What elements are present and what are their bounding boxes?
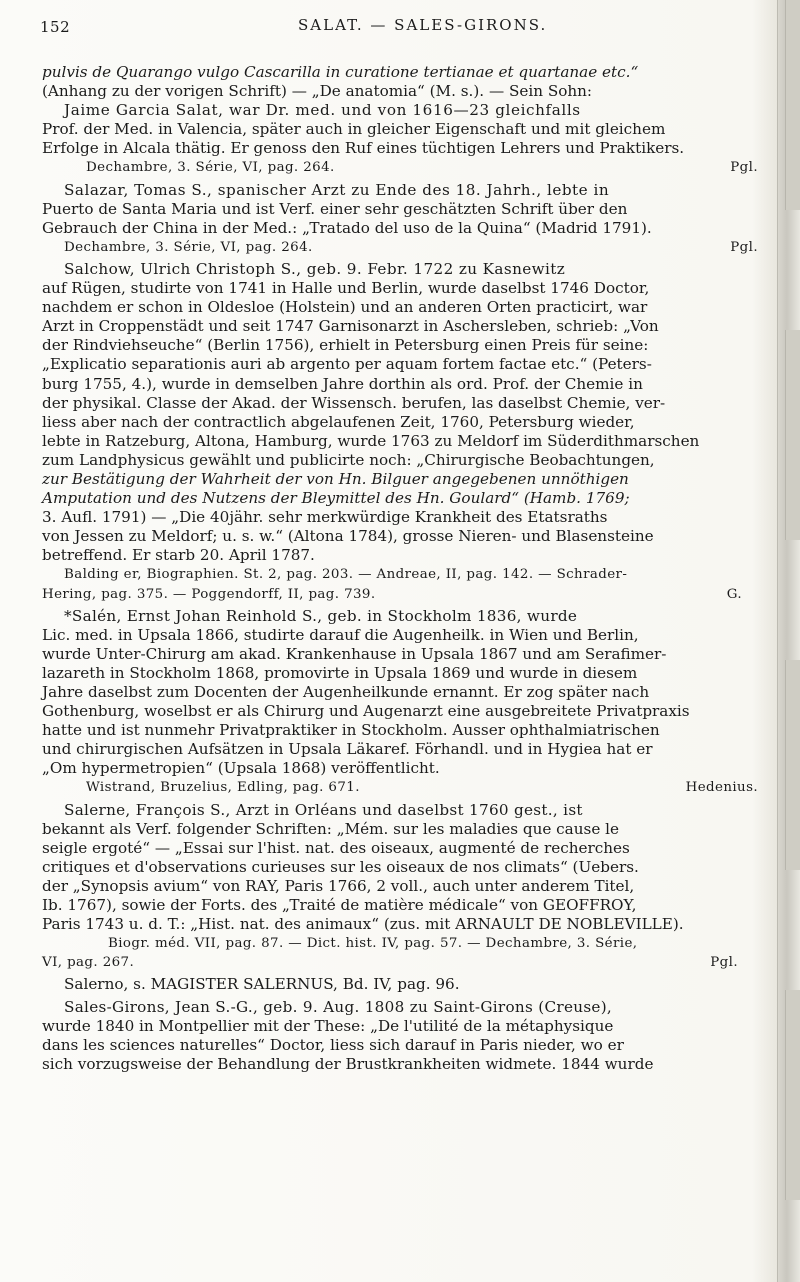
text-line: Puerto de Santa Maria und ist Verf. einer sehr geschätzten Schrift über den (42, 199, 628, 218)
entry-salazar (42, 181, 758, 257)
reference-text: Biogr. méd. VII, pag. 87. — Dict. hist. IV, pag. 57. — Dechambre, 3. Série, (108, 936, 638, 952)
text-line: Ib. 1767), sowie der Forts. des „Traité de matière médicale“ von GEOFFROY, (42, 896, 637, 915)
author-signature: G. (726, 586, 742, 602)
text-line: zum Landphysicus gewählt und publicirte noch: „Chirurgische Beobachtungen, (42, 450, 655, 469)
entry-salerno (42, 975, 758, 994)
entry-heading-line: Salazar, Tomas S., spanischer Arzt zu Ende des 18. Jahrh., lebte in (64, 180, 610, 199)
text-line: seigle ergoté“ — „Essai sur l'hist. nat. des oiseaux, augmenté de recherches (42, 838, 630, 857)
text-line: wurde Unter-Chirurg am akad. Krankenhause in Upsala 1867 und am Serafimer- (42, 644, 667, 663)
binding-tab (785, 0, 800, 210)
entry-salat (42, 63, 758, 178)
reference-text: Balding er, Biographien. St. 2, pag. 203. — Andreae, II, pag. 142. — Schrader- (64, 567, 628, 583)
author-signature: Pgl. (730, 239, 758, 255)
text-line: Erfolge in Alcala thätig. Er genoss den Ruf eines tüchtigen Lehrers und Praktikers. (42, 139, 685, 158)
page-number: 152 (40, 18, 71, 36)
text-line: der physikal. Classe der Akad. der Wissensch. berufen, las daselbst Chemie, ver- (42, 393, 666, 412)
text-line: Arzt in Croppenstädt und seit 1747 Garnisonarzt in Aschersleben, schrieb: „Von (42, 317, 659, 336)
text-line: Gothenburg, woselbst er als Chirurg und Augenarzt eine ausgebreitete Privatpraxis (42, 702, 690, 721)
text-line: critiques et d'observations curieuses sur les oiseaux de nos climats“ (Uebers. (42, 857, 639, 876)
text-line: dans les sciences naturelles“ Doctor, liess sich darauf in Paris nieder, wo er (42, 1035, 624, 1054)
cross-reference-line: Salerno, s. MAGISTER SALERNUS, Bd. IV, pag. 96. (64, 975, 460, 994)
binding-tab (785, 330, 800, 540)
text-line: Lic. med. in Upsala 1866, studirte darauf die Augenheilk. in Wien und Berlin, (42, 625, 639, 644)
binding-tab (785, 990, 800, 1200)
text-line: und chirurgischen Aufsätzen in Upsala Läkaref. Förhandl. und in Hygiea hat er (42, 740, 653, 759)
entry-heading-line: Sales-Girons, Jean S.-G., geb. 9. Aug. 1808 zu Saint-Girons (Creuse), (64, 997, 613, 1016)
reference-line (42, 238, 758, 257)
running-head (0, 0, 780, 58)
text-line: pulvis de Quarango vulgo Cascarilla in curatione tertianae et quartanae etc.“ (42, 63, 639, 81)
text-line: Gebrauch der China in der Med.: „Tratado del uso de la Quina“ (Madrid 1791). (42, 218, 652, 237)
author-signature: Pgl. (730, 160, 758, 176)
entry-salchow (42, 260, 758, 604)
reference-line (42, 934, 758, 953)
reference-text: Dechambre, 3. Série, VI, pag. 264. (86, 160, 335, 176)
text-line: wurde 1840 in Montpellier mit der These: „De l'utilité de la métaphysique (42, 1016, 614, 1035)
body-text (42, 63, 758, 1074)
text-line: lebte in Ratzeburg, Altona, Hamburg, wurde 1763 zu Meldorf im Süderdithmarschen (42, 431, 700, 450)
text-line: (Anhang zu der vorigen Schrift) — „De anatomia“ (M. s.). — Sein Sohn: (42, 82, 593, 101)
text-line: liess aber nach der contractlich abgelaufenen Zeit, 1760, Petersburg wieder, (42, 412, 635, 431)
text-line: nachdem er schon in Oldesloe (Holstein) und an anderen Orten practicirt, war (42, 298, 648, 317)
reference-text: Wistrand, Bruzelius, Edling, pag. 671. (86, 780, 360, 796)
reference-line (42, 953, 758, 972)
text-line: burg 1755, 4.), wurde in demselben Jahre dorthin als ord. Prof. der Chemie in (42, 374, 643, 393)
text-line: Paris 1743 u. d. T.: „Hist. nat. des animaux“ (zus. mit ARNAULT DE NOBLEVILLE). (42, 915, 684, 934)
text-line: Amputation und des Nutzens der Bleymittel des Hn. Goulard“ (Hamb. 1769; (42, 489, 630, 508)
book-binding-edge (777, 0, 800, 1282)
entry-salen (42, 607, 758, 798)
binding-tab (785, 660, 800, 870)
reference-line (42, 585, 758, 604)
text-line: bekannt als Verf. folgender Schriften: „Mém. sur les maladies que cause le (42, 819, 619, 838)
text-line: „Explicatio separationis auri ab argento per aquam fortem factae etc.“ (Peters- (42, 355, 652, 374)
entry-heading-line: Salchow, Ulrich Christoph S., geb. 9. Febr. 1722 zu Kasnewitz (64, 259, 566, 278)
author-signature: Hedenius. (685, 780, 758, 796)
text-line: der Rindviehseuche“ (Berlin 1756), erhielt in Petersburg einen Preis für seine: (42, 336, 649, 355)
text-line: sich vorzugsweise der Behandlung der Brustkrankheiten widmete. 1844 wurde (42, 1054, 654, 1073)
entry-heading-line: Salerne, François S., Arzt in Orléans und daselbst 1760 gest., ist (64, 800, 583, 819)
text-line: lazareth in Stockholm 1868, promovirte in Upsala 1869 und wurde in diesem (42, 663, 638, 682)
text-line: betreffend. Er starb 20. April 1787. (42, 546, 315, 565)
author-signature: Pgl. (710, 955, 738, 971)
text-line: der „Synopsis avium“ von RAY, Paris 1766, 2 voll., auch unter anderem Titel, (42, 876, 635, 895)
reference-text: Dechambre, 3. Série, VI, pag. 264. (64, 239, 313, 255)
reference-line (42, 565, 758, 584)
text-line: „Om hypermetropien“ (Upsala 1868) veröffentlicht. (42, 759, 440, 778)
reference-line (42, 158, 758, 177)
reference-line (42, 778, 758, 797)
entry-heading-line: *Salén, Ernst Johan Reinhold S., geb. in Stockholm 1836, wurde (64, 606, 578, 625)
text-line: auf Rügen, studirte von 1741 in Halle und Berlin, wurde daselbst 1746 Doctor, (42, 279, 650, 298)
entry-salerne (42, 801, 758, 973)
reference-text: Hering, pag. 375. — Poggendorff, II, pag. 739. (42, 586, 376, 602)
text-line: hatte und ist nunmehr Privatpraktiker in Stockholm. Ausser ophthalmiatrischen (42, 721, 660, 740)
text-line: von Jessen zu Meldorf; u. s. w.“ (Altona 1784), grosse Nieren- und Blasensteine (42, 527, 654, 546)
text-line: 3. Aufl. 1791) — „Die 40jähr. sehr merkwürdige Krankheit des Etatsraths (42, 508, 608, 527)
entry-sales-girons (42, 998, 758, 1074)
entry-heading-line: Jaime Garcia Salat, war Dr. med. und von 1616—23 gleichfalls (64, 101, 581, 120)
text-line: zur Bestätigung der Wahrheit der von Hn. Bilguer angegebenen unnöthigen (42, 469, 629, 488)
text-line: Prof. der Med. in Valencia, später auch in gleicher Eigenschaft und mit gleichem (42, 120, 666, 139)
text-line: Jahre daselbst zum Docenten der Augenheilkunde ernannt. Er zog später nach (42, 683, 650, 701)
reference-text: VI, pag. 267. (42, 955, 135, 971)
running-title: SALAT. — SALES-GIRONS. (298, 16, 548, 34)
